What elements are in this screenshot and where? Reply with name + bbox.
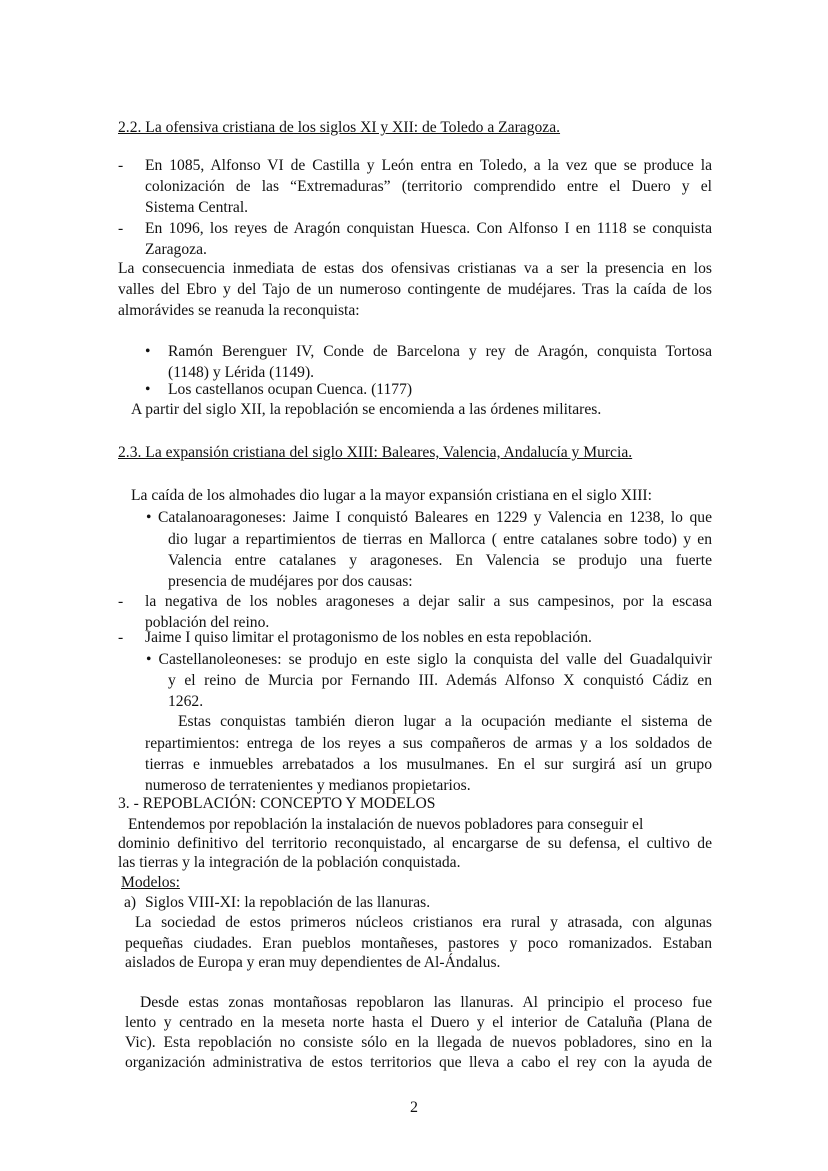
- estas-line: numeroso de terratenientes y medianos propietarios.: [145, 777, 471, 794]
- bullet-marker: •: [145, 381, 151, 398]
- bullet-item-line: Ramón Berenguer IV, Conde de Barcelona y rey de Aragón, conquista Tortosa: [168, 343, 712, 360]
- list-item-line: En 1096, los reyes de Aragón conquistan Huesca. Con Alfonso I en 1118 se conquista: [145, 220, 712, 237]
- cause-line: la negativa de los nobles aragoneses a dejar salir a sus campesinos, por la escasa: [145, 593, 712, 610]
- bullet-item-line: Los castellanos ocupan Cuenca. (1177): [168, 381, 413, 398]
- section-heading-2-3: 2.3. La expansión cristiana del siglo XIII: Baleares, Valencia, Andalucía y Murcia.: [118, 444, 633, 461]
- list-item-line: Sistema Central.: [145, 199, 249, 216]
- definition-line: dominio definitivo del territorio reconquistado, al encargarse de su defensa, el cultivo de: [118, 835, 712, 852]
- dash-marker: -: [118, 157, 124, 174]
- estas-line: repartimientos: entrega de los reyes a sus compañeros de armas y a los soldados de: [145, 735, 712, 752]
- castellano-line: y el reino de Murcia por Fernando III. Además Alfonso X conquistó Cádiz en: [168, 672, 712, 689]
- desde-line: Desde estas zonas montañosas repoblaron las llanuras. Al principio el proceso fue: [140, 994, 712, 1011]
- paragraph-line: valles del Ebro y del Tajo de un numeroso contingente de mudéjares. Tras la caída de los: [118, 281, 712, 298]
- paragraph-line: almorávides se reanuda la reconquista:: [118, 302, 360, 319]
- definition-line: las tierras y la integración de la población conquistada.: [118, 854, 461, 871]
- catalano-line: dio lugar a repartimientos de tierras en Mallorca ( entre catalanes sobre todo) y en: [168, 531, 712, 548]
- dash-marker: -: [118, 629, 124, 646]
- closing-line: A partir del siglo XII, la repoblación se encomienda a las órdenes militares.: [131, 401, 602, 418]
- dash-marker: -: [118, 593, 124, 610]
- definition-line: Entendemos por repoblación la instalación de nuevos pobladores para conseguir el: [128, 816, 644, 833]
- catalano-line: Valencia entre catalanes y aragoneses. En Valencia se produjo una fuerte: [168, 552, 712, 569]
- dash-marker: -: [118, 220, 124, 237]
- models-label: Modelos:: [121, 874, 180, 891]
- bullet-marker: •: [145, 343, 151, 360]
- page-number: 2: [410, 1099, 418, 1116]
- cause-line: Jaime I quiso limitar el protagonismo de los nobles en esta repoblación.: [145, 629, 592, 646]
- society-line: pequeñas ciudades. Eran pueblos montañeses, pastores y poco romanizados. Estaban: [125, 935, 712, 952]
- list-item-line: En 1085, Alfonso VI de Castilla y León entra en Toledo, a la vez que se produce la: [145, 157, 712, 174]
- section-heading-3: 3. - REPOBLACIÓN: CONCEPTO Y MODELOS: [118, 795, 436, 812]
- desde-line: Vic). Esta repoblación no consiste sólo en la llegada de nuevos pobladores, sino en la: [125, 1034, 712, 1051]
- model-a-marker: a): [124, 894, 137, 911]
- catalano-line: presencia de mudéjares por dos causas:: [168, 573, 413, 590]
- castellano-line: • Castellanoleoneses: se produjo en este siglo la conquista del valle del Guadalquivir: [146, 651, 712, 668]
- bullet-item-line: (1148) y Lérida (1149).: [168, 364, 315, 381]
- section-heading-2-2: 2.2. La ofensiva cristiana de los siglos XI y XII: de Toledo a Zaragoza.: [118, 119, 561, 136]
- castellano-line: 1262.: [168, 693, 204, 710]
- society-line: La sociedad de estos primeros núcleos cristianos era rural y atrasada, con algunas: [135, 914, 712, 931]
- estas-line: Estas conquistas también dieron lugar a la ocupación mediante el sistema de: [178, 713, 712, 730]
- model-a-title: Siglos VIII-XI: la repoblación de las llanuras.: [145, 894, 431, 911]
- intro-line: La caída de los almohades dio lugar a la mayor expansión cristiana en el siglo XIII:: [131, 487, 652, 504]
- catalano-line: • Catalanoaragoneses: Jaime I conquistó Baleares en 1229 y Valencia en 1238, lo que: [146, 509, 712, 526]
- desde-line: organización administrativa de estos territorios que lleva a cabo el rey con la ayuda de: [125, 1054, 712, 1071]
- paragraph-line: La consecuencia inmediata de estas dos ofensivas cristianas va a ser la presencia en los: [118, 260, 712, 277]
- list-item-line: Zaragoza.: [145, 241, 207, 258]
- estas-line: tierras e inmuebles arrebatados a los musulmanes. En el sur surgirá así un grupo: [145, 756, 712, 773]
- cause-line: población del reino.: [145, 614, 270, 631]
- society-line: aislados de Europa y eran muy dependientes de Al-Ándalus.: [125, 954, 501, 971]
- list-item-line: colonización de las “Extremaduras” (territorio comprendido entre el Duero y el: [145, 178, 712, 195]
- desde-line: lento y centrado en la meseta norte hasta el Duero y el interior de Cataluña (Plana de: [125, 1014, 712, 1031]
